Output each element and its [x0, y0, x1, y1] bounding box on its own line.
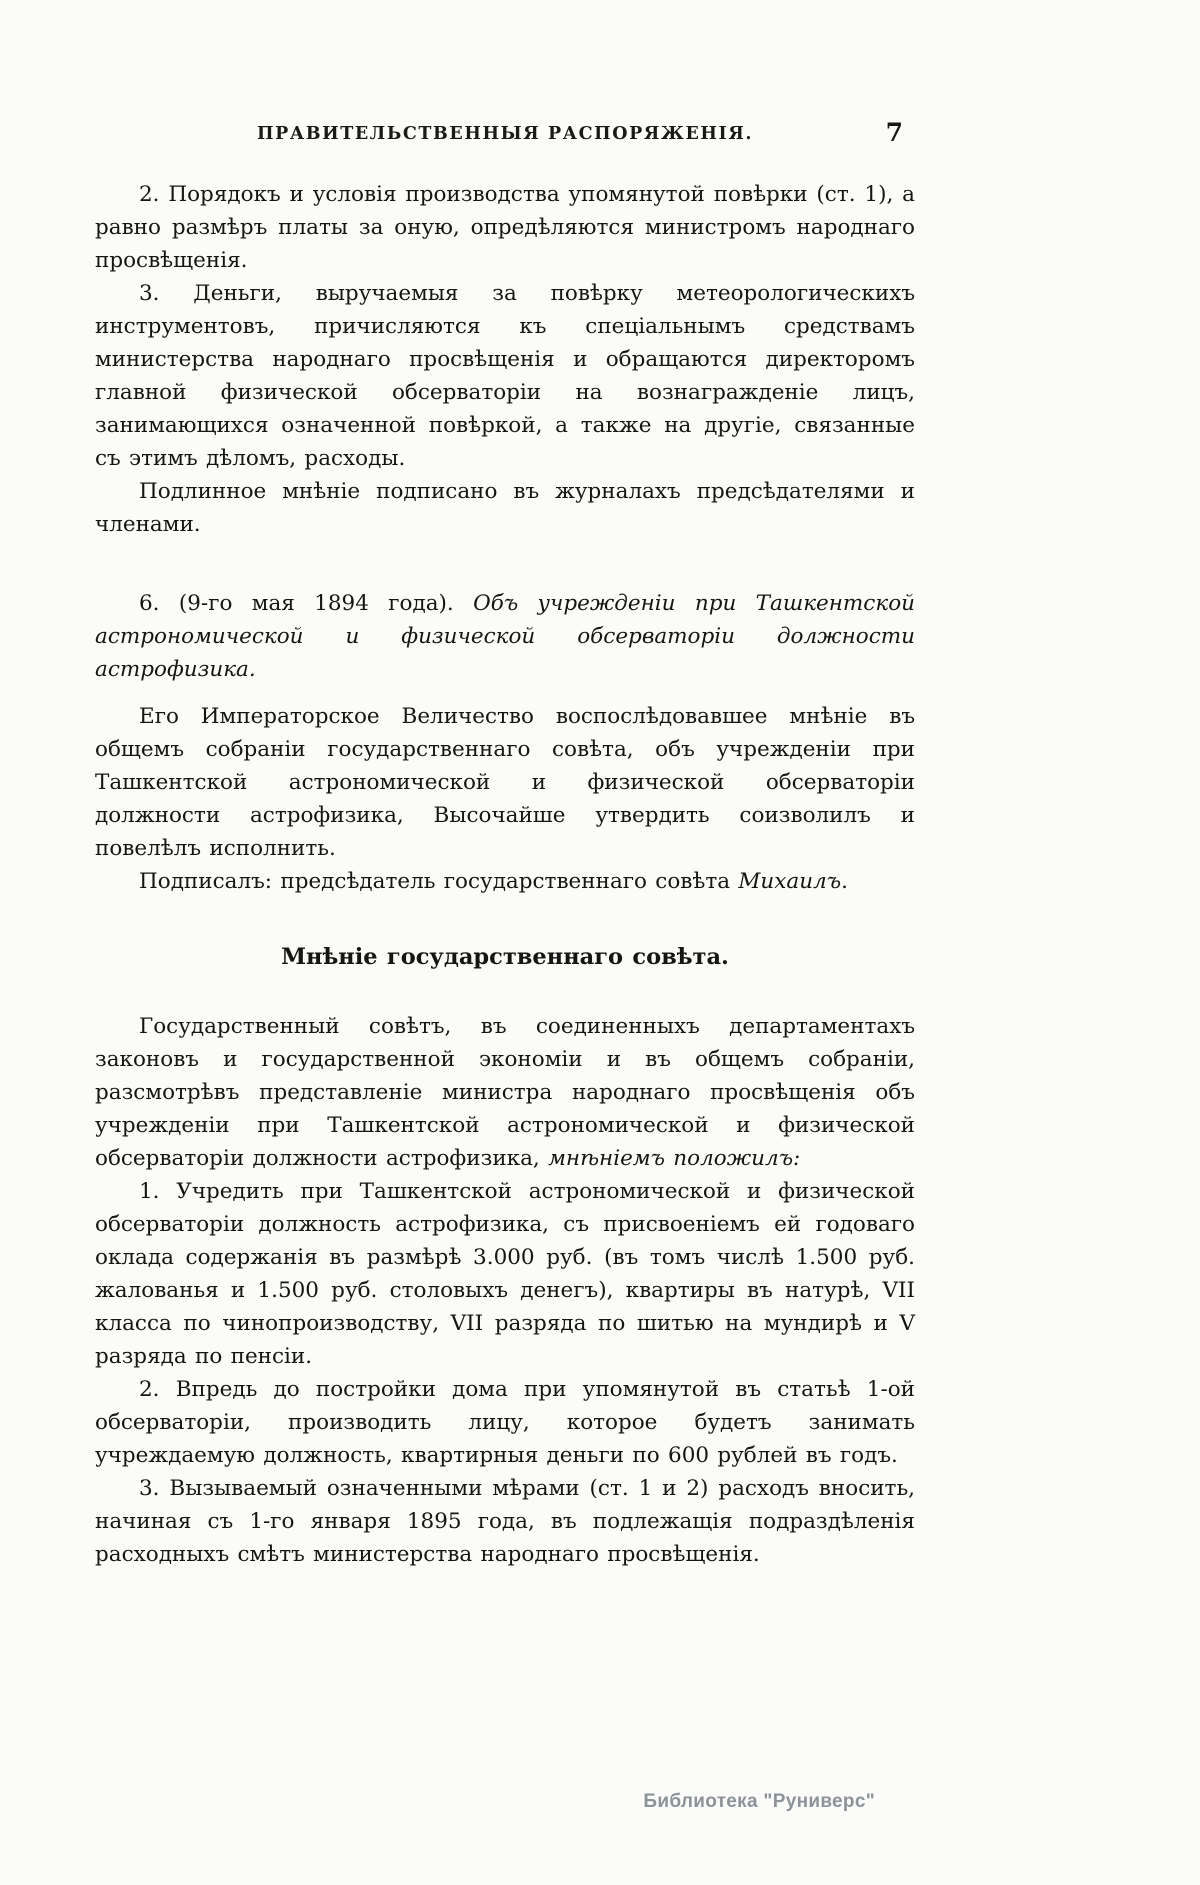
italic-text-segment: Михаилъ	[738, 869, 842, 894]
text-segment: 2. Впредь до постройки дома при упомянутой въ статьѣ 1-ой обсерваторіи, производить лицу, которое будетъ занимать учреждаемую должность, квартирныя деньги по 600 рублей въ годъ.	[95, 1377, 915, 1468]
paragraph-imperial-approval	[95, 700, 915, 865]
italic-text-segment: мнѣніемъ положилъ:	[548, 1146, 801, 1171]
paragraph-item-2	[95, 178, 915, 277]
document-page	[95, 118, 915, 1571]
text-segment: 3. Деньги, выручаемыя за повѣрку метеорологическихъ инструментовъ, причисляются къ спеціальнымъ средствамъ министерства народнаго просвѣщенія и обращаются директоромъ главной физической обсерваторіи на вознагражденіе лицъ, занимающихся означенной повѣркой, а также на другіе, связанные съ этимъ дѣломъ, расходы.	[95, 281, 915, 471]
paragraph-resolution-1	[95, 1175, 915, 1373]
text-segment: Государственный совѣтъ, въ соединенныхъ департаментахъ законовъ и государственной экономіи и въ общемъ собраніи, разсмотрѣвъ представленіе министра народнаго просвѣщенія объ учрежденіи при Ташкентской астрономической и физической обсерваторіи должности астрофизика,	[95, 1014, 915, 1171]
section-6-title	[95, 587, 915, 686]
text-segment: Его Императорское Величество воспослѣдовавшее мнѣніе въ общемъ собраніи государственнаго совѣта, объ учрежденіи при Ташкентской астрономической и физической обсерваторіи должности астрофизика, Высочайше утвердить соизволилъ и повелѣлъ исполнить.	[95, 704, 915, 861]
text-segment: Подлинное мнѣніе подписано въ журналахъ предсѣдателями и членами.	[95, 479, 915, 537]
text-segment: Подписалъ: предсѣдатель государственнаго совѣта	[139, 869, 739, 894]
library-watermark: Библиотека "Руниверс"	[643, 1791, 875, 1812]
running-title: ПРАВИТЕЛЬСТВЕННЫЯ РАСПОРЯЖЕНІЯ.	[256, 124, 754, 144]
paragraph-item-3	[95, 277, 915, 475]
page-header	[95, 118, 915, 152]
text-segment: Мнѣніе государственнаго совѣта.	[281, 944, 729, 970]
text-segment: 2. Порядокъ и условія производства упомянутой повѣрки (ст. 1), а равно размѣръ платы за оную, опредѣляются министромъ народнаго просвѣщенія.	[95, 182, 915, 273]
paragraph-original-note	[95, 475, 915, 541]
italic-text-segment: Объ учрежденіи при Ташкентской астрономической и физической обсерваторіи должности астрофизика.	[95, 591, 915, 682]
text-segment: 6. (9-го мая 1894 года).	[139, 591, 474, 616]
paragraph-signature	[95, 865, 915, 898]
text-segment: 1. Учредить при Ташкентской астрономической и физической обсерваторіи должность астрофизика, съ присвоеніемъ ей годоваго оклада содержанія въ размѣрѣ 3.000 руб. (въ томъ числѣ 1.500 руб. жалованья и 1.500 руб. столовыхъ денегъ), квартиры въ натурѣ, VII класса по чинопроизводству, VII разряда по шитью на мундирѣ и V разряда по пенсіи.	[95, 1179, 915, 1369]
text-segment: 3. Вызываемый означенными мѣрами (ст. 1 и 2) расходъ вносить, начиная съ 1-го января 1895 года, въ подлежащія подраздѣленія расходныхъ смѣтъ министерства народнаго просвѣщенія.	[95, 1476, 915, 1567]
text-segment: .	[841, 869, 848, 894]
opinion-heading	[95, 942, 915, 972]
paragraph-resolution-2	[95, 1373, 915, 1472]
text-blocks	[95, 178, 915, 1571]
page-number: 7	[885, 118, 903, 147]
paragraph-council-resolution	[95, 1010, 915, 1175]
paragraph-resolution-3	[95, 1472, 915, 1571]
